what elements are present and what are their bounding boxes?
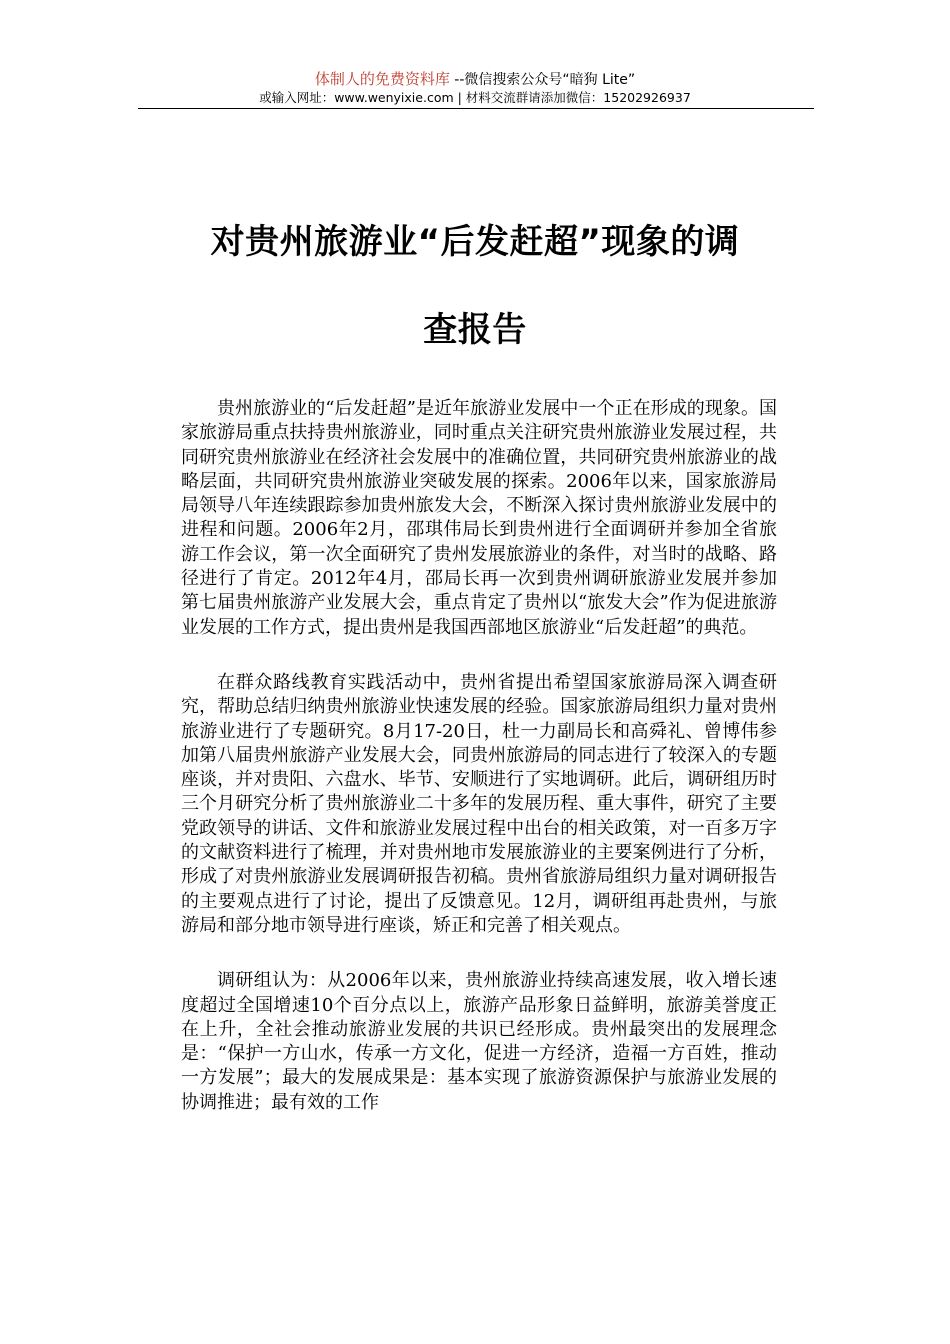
- title-line-1: 对贵州旅游业“后发赶超”现象的调: [210, 222, 740, 262]
- header-brand: 体制人的免费资料库: [314, 70, 450, 88]
- document-body: [181, 397, 777, 1146]
- title-line-2: 查报告: [423, 310, 527, 350]
- paragraph-3: 调研组认为：从2006年以来，贵州旅游业持续高速发展，收入增长速度超过全国增速10个百分点以上，旅游产品形象日益鲜明，旅游美誉度正在上升，全社会推动旅游业发展的共识已经形成。贵州最突出的发展理念是：“保护一方山水，传承一方文化，促进一方经济，造福一方百姓，推动一方发展”；最大的发展成果是：基本实现了旅游资源保护与旅游业发展的协调推进；最有效的工作: [181, 970, 777, 1113]
- header-url-line: 或输入网址：www.wenyixie.com | 材料交流群请添加微信：15202926937: [259, 90, 691, 105]
- header-suffix: --微信搜索公众号“暗狗 Lite”: [449, 72, 636, 88]
- header-promo-line: [0, 70, 950, 89]
- paragraph-2: 在群众路线教育实践活动中，贵州省提出希望国家旅游局深入调查研究，帮助总结归纳贵州旅游业快速发展的经验。国家旅游局组织力量对贵州旅游业进行了专题研究。8月17-20日，杜一力副局长和高舜礼、曾博伟参加第八届贵州旅游产业发展大会，同贵州旅游局的同志进行了较深入的专题座谈，并对贵阳、六盘水、毕节、安顺进行了实地调研。此后，调研组历时三个月研究分析了贵州旅游业二十多年的发展历程、重大事件，研究了主要党政领导的讲话、文件和旅游业发展过程中出台的相关政策，对一百多万字的文献资料进行了梳理，并对贵州地市发展旅游业的主要案例进行了分析，形成了对贵州旅游业发展调研报告初稿。贵州省旅游局组织力量对调研报告的主要观点进行了讨论，提出了反馈意见。12月，调研组再赴贵州，与旅游局和部分地市领导进行座谈，矫正和完善了相关观点。: [181, 671, 777, 936]
- page-header: [0, 70, 950, 106]
- paragraph-1: 贵州旅游业的“后发赶超”是近年旅游业发展中一个正在形成的现象。国家旅游局重点扶持贵州旅游业，同时重点关注研究贵州旅游业发展过程，共同研究贵州旅游业在经济社会发展中的准确位置，共同研究贵州旅游业的战略层面，共同研究贵州旅游业突破发展的探索。2006年以来，国家旅游局局领导八年连续跟踪参加贵州旅发大会，不断深入探讨贵州旅游业发展中的进程和问题。2006年2月，邵琪伟局长到贵州进行全面调研并参加全省旅游工作会议，第一次全面研究了贵州发展旅游业的条件，对当时的战略、路径进行了肯定。2012年4月，邵局长再一次到贵州调研旅游业发展并参加第七届贵州旅游产业发展大会，重点肯定了贵州以“旅发大会”作为促进旅游业发展的工作方式，提出贵州是我国西部地区旅游业“后发赶超”的典范。: [181, 398, 777, 638]
- document-title: [140, 198, 810, 374]
- header-divider: [138, 108, 814, 109]
